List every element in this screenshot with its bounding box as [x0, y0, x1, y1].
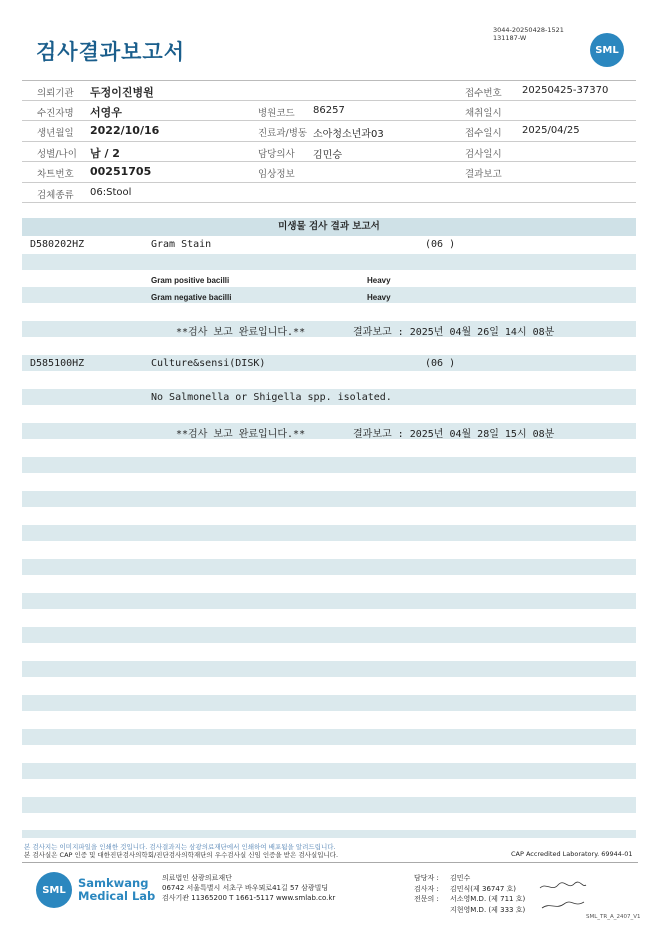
receipt-no-label: 접수번호 [465, 88, 502, 99]
row-band [22, 661, 636, 677]
report-complete-2: **검사 보고 완료입니다.** [176, 429, 306, 440]
row-band [22, 695, 636, 711]
address: 06742 서울특별시 서초구 바우뫼로41길 57 삼광빌딩 [162, 884, 329, 892]
dob-value: 2022/10/16 [90, 124, 160, 137]
doctor-value: 김민승 [313, 149, 342, 161]
document-version: SML_TR_A_2407_V1 [586, 914, 641, 920]
receipt-date-value: 2025/04/25 [522, 125, 580, 136]
hospital-code-value: 86257 [313, 104, 345, 116]
staff-list [414, 873, 525, 915]
test1-specimen: (06 ) [425, 239, 456, 250]
gram-negative-label: Gram negative bacilli [151, 293, 232, 302]
institution-label: 의뢰기관 [37, 88, 74, 99]
staff3-name: 서소영M.D. (제 711 호) [450, 895, 526, 903]
receipt-date-label: 접수일시 [465, 128, 502, 139]
footer-divider [22, 862, 638, 863]
dob-label: 생년월일 [37, 128, 74, 139]
clinical-label: 임상정보 [258, 169, 295, 180]
staff3-label: 전문의 : [414, 895, 439, 903]
info-row [22, 162, 636, 183]
receipt-no-value: 20250425-37370 [522, 85, 609, 96]
row-band [22, 254, 636, 270]
row-band [22, 457, 636, 473]
test-date-label: 검사일시 [465, 148, 502, 160]
info-row [22, 183, 636, 204]
info-row [22, 142, 636, 163]
patient-value: 서영우 [90, 105, 122, 119]
chart-no-value: 00251705 [90, 165, 152, 178]
contact: 검사기관 11365200 T 1661-5117 www.smlab.co.kr [162, 894, 336, 902]
sex-age-label: 성별/나이 [37, 148, 77, 160]
row-band [22, 593, 636, 609]
row-band [22, 525, 636, 541]
gram-positive-value: Heavy [367, 276, 391, 285]
brand-line2: Medical Lab [78, 889, 156, 903]
gram-positive-label: Gram positive bacilli [151, 276, 230, 285]
signature-icon [538, 880, 588, 914]
dept-label: 진료과/병동 [258, 128, 308, 139]
staff1-label: 담당자 : [414, 874, 439, 882]
row-band [22, 559, 636, 575]
certification-note: 본 검사실은 CAP 인증 및 대한진단검사의학회/진단검사의학재단의 우수검사실 신임 인증을 받은 검사실입니다. [24, 851, 339, 859]
info-row [22, 101, 636, 122]
staff4-name: 지현영M.D. (제 333 호) [450, 905, 526, 914]
print-notice: 본 검사지는 이미지파일을 인쇄한 것입니다. 검사결과지는 삼광의료재단에서 인쇄하여 배포됨을 알려드립니다. [24, 843, 336, 851]
reference-code-line1: 3044-20250428-1521 [493, 26, 564, 34]
sml-footer-logo-icon: SML [36, 872, 72, 908]
report-time-1: 결과보고 : 2025년 04월 26일 14시 08분 [353, 327, 555, 338]
row-band [22, 491, 636, 507]
cap-accreditation: CAP Accredited Laboratory. 69944-01 [511, 850, 633, 858]
dept-value: 소아청소년과03 [313, 129, 384, 140]
chart-no-label: 차트번호 [37, 169, 74, 180]
report-label: 결과보고 [465, 169, 502, 180]
doctor-label: 담당의사 [258, 148, 295, 160]
staff2-label: 검사자 : [414, 884, 439, 893]
row-band [22, 729, 636, 745]
brand-line1: Samkwang [78, 876, 149, 890]
info-row [22, 80, 636, 101]
staff2-name: 김민식(제 36747 호) [450, 884, 516, 893]
sex-age-value: 남 / 2 [90, 146, 120, 160]
test2-code: D585100HZ [30, 358, 85, 369]
report-time-2: 결과보고 : 2025년 04월 28일 15시 08분 [353, 429, 555, 440]
section-title: 미생물 검사 결과 보고서 [22, 218, 636, 236]
report-complete-1: **검사 보고 완료입니다.** [176, 327, 306, 338]
culture-result: No Salmonella or Shigella spp. isolated. [151, 392, 392, 403]
hospital-code-label: 병원코드 [258, 107, 295, 119]
brand-name [78, 877, 155, 903]
page-title: 검사결과보고서 [36, 40, 186, 64]
test1-name: Gram Stain [151, 239, 212, 250]
institution-value: 두정이진병원 [90, 86, 154, 99]
row-band [22, 763, 636, 779]
gram-negative-value: Heavy [367, 293, 391, 302]
info-row [22, 121, 636, 142]
reference-code-line2: 131187-W [493, 34, 527, 42]
org-address [162, 873, 335, 903]
patient-info-table [22, 80, 636, 203]
row-band [22, 355, 636, 371]
test2-specimen: (06 ) [425, 358, 456, 369]
org-name: 의료법인 삼광의료재단 [162, 874, 232, 882]
row-band [22, 627, 636, 643]
collect-date-label: 채취일시 [465, 107, 502, 119]
row-band [22, 797, 636, 813]
reference-code [493, 26, 564, 42]
row-band [22, 287, 636, 303]
row-band [22, 830, 636, 838]
test2-name: Culture&sensi(DISK) [151, 358, 266, 369]
staff1-name: 김민수 [450, 874, 471, 882]
sml-logo-icon: SML [590, 33, 624, 67]
test1-code: D580202HZ [30, 239, 85, 250]
patient-label: 수진자명 [37, 107, 74, 119]
specimen-label: 검체종류 [37, 189, 74, 201]
specimen-value: 06:Stool [90, 186, 132, 198]
